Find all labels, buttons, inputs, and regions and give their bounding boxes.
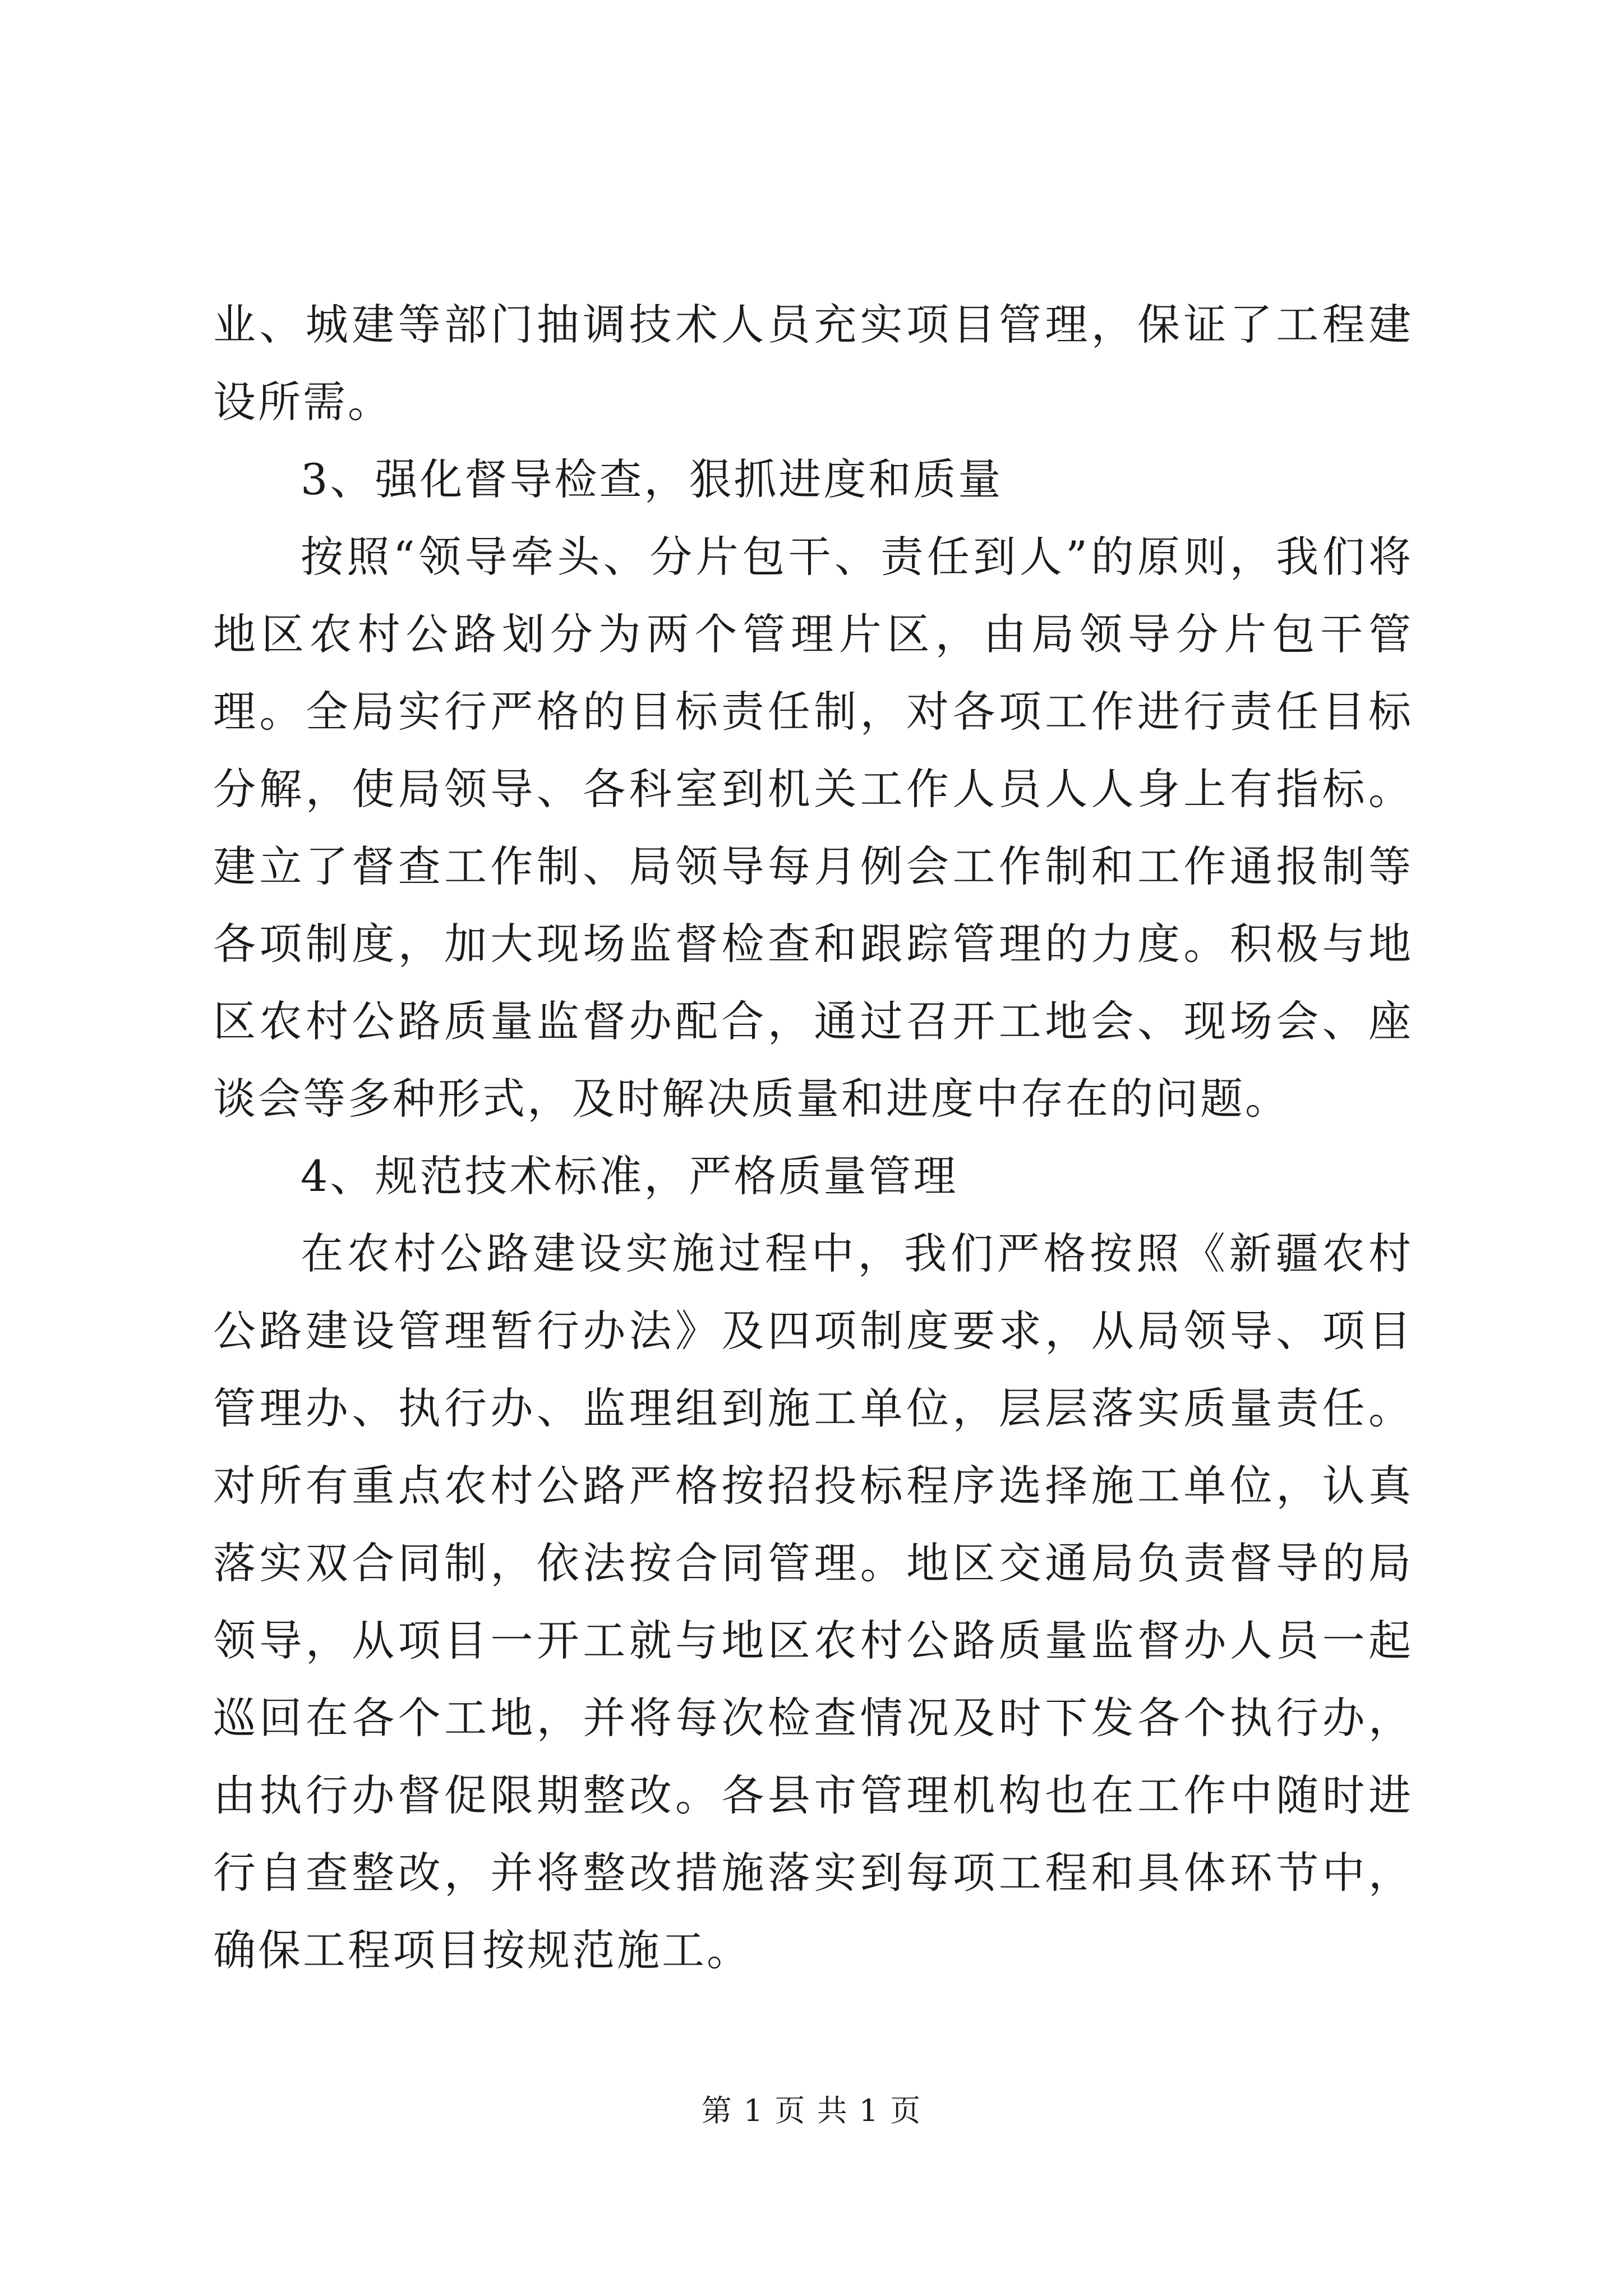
section-heading-3: 3、强化督导检查，狠抓进度和质量 [301, 454, 1003, 504]
paragraph-continuation: 业、城建等部门抽调技术人员充实项目管理，保证了工程建设所需。 [213, 300, 1413, 427]
paragraph-quality-management: 在农村公路建设实施过程中，我们严格按照《新疆农村公路建设管理暂行办法》及四项制度要求，从局领导、项目管理办、执行办、监理组到施工单位，层层落实质量责任。对所有重点农村公路严格按招投标程序选择施工单位，认真落实双合同制，依法按合同管理。地区交通局负责督导的局领导，从项目一开工就与地区农村公路质量监督办人员一起巡回在各个工地，并将每次检查情况及时下发各个执行办，由执行办督促限期整改。各县市管理机构也在工作中随时进行自查整改，并将整改措施落实到每项工程和具体环节中，确保工程项目按规范施工。 [213, 1228, 1413, 1975]
page-number-footer: 第 1 页 共 1 页 [701, 2093, 922, 2128]
section-heading-4: 4、规范技术标准，严格质量管理 [301, 1151, 958, 1201]
document-body [213, 286, 1413, 1989]
paragraph-supervision: 按照“领导牵头、分片包干、责任到人”的原则，我们将地区农村公路划分为两个管理片区，由局领导分片包干管理。全局实行严格的目标责任制，对各项工作进行责任目标分解，使局领导、各科室到机关工作人员人人身上有指标。建立了督查工作制、局领导每月例会工作制和工作通报制等各项制度，加大现场监督检查和跟踪管理的力度。积极与地区农村公路质量监督办配合，通过召开工地会、现场会、座谈会等多种形式，及时解决质量和进度中存在的问题。 [213, 532, 1413, 1124]
